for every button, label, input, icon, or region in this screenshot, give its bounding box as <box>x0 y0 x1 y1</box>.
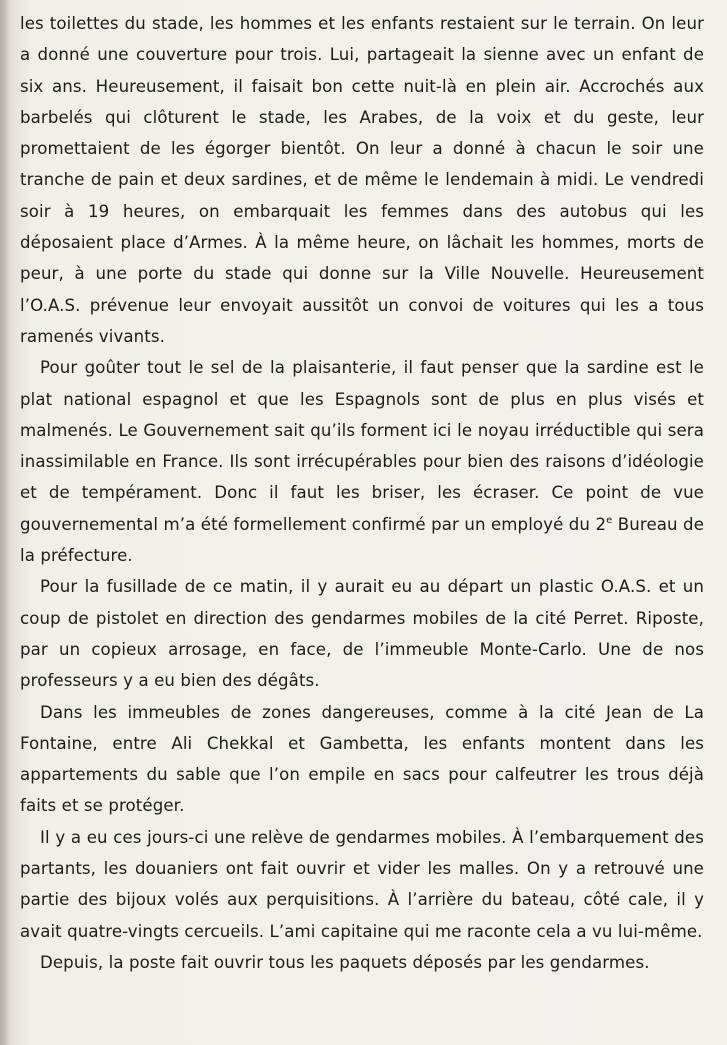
body-text <box>20 8 704 978</box>
paragraph-6: Depuis, la poste fait ouvrir tous les paquets déposés par les gendarmes. <box>40 952 650 972</box>
paragraph-5: Il y a eu ces jours-ci une relève de gendarmes mobiles. À l’embarquement des partants, les douaniers ont fait ouvrir et vider les malles. On y a retrouvé une partie des bijoux volés aux perquisitions. À l’arrière du bateau, côté cale, il y avait quatre-vingts cercueils. L’ami capitaine qui me raconte cela a vu lui-même. <box>20 827 704 941</box>
ordinal-superscript: e <box>606 514 613 526</box>
paragraph-4: Dans les immeubles de zones dangereuses, comme à la cité Jean de La Fontaine, entre Ali Chekkal et Gambetta, les enfants montent dans les appartements du sable que l’on empile en sacs pour calfeutrer les trous déjà faits et se protéger. <box>20 702 704 816</box>
paragraph-2-tail: Bureau de la préfecture. <box>20 514 705 566</box>
paragraph-2 <box>20 352 704 571</box>
paragraph-2-text: Pour goûter tout le sel de la plaisanterie, il faut penser que la sardine est le plat national espagnol et que les Espagnols sont de plus en plus visés et malmenés. Le Gouvernement sait qu’ils forment ici le noyau irréductible qui sera inassimilable en France. Ils sont irrécupérables pour bien des raisons d’idéologie et de tempérament. Donc il faut les briser, les écraser. Ce point de vue gouvernemental m’a été formellement confirmé par un employé du 2 <box>20 358 704 534</box>
page-binding-shadow <box>0 0 10 1045</box>
paragraph-3: Pour la fusillade de ce matin, il y aurait eu au départ un plastic O.A.S. et un coup de pistolet en direction des gendarmes mobiles de la cité Perret. Riposte, par un copieux arrosage, en face, de l’immeuble Monte-Carlo. Une de nos professeurs y a eu bien des dégâts. <box>20 577 704 691</box>
paragraph-1: les toilettes du stade, les hommes et les enfants restaient sur le terrain. On leur a donné une couverture pour trois. Lui, partageait la sienne avec un enfant de six ans. Heureusement, il faisait bon cette nuit-là en plein air. Accrochés aux barbelés qui clôturent le stade, les Arabes, de la voix et du geste, leur promettaient de les égorger bientôt. On leur a donné à chacun le soir une tranche de pain et deux sardines, et de même le lendemain à midi. Le vendredi soir à 19 heures, on embarquait les femmes dans des autobus qui les déposaient place d’Armes. À la même heure, on lâchait les hommes, morts de peur, à une porte du stade qui donne sur la Ville Nouvelle. Heureusement l’O.A.S. prévenue leur envoyait aussitôt un convoi de voitures qui les a tous ramenés vivants. <box>20 14 704 346</box>
